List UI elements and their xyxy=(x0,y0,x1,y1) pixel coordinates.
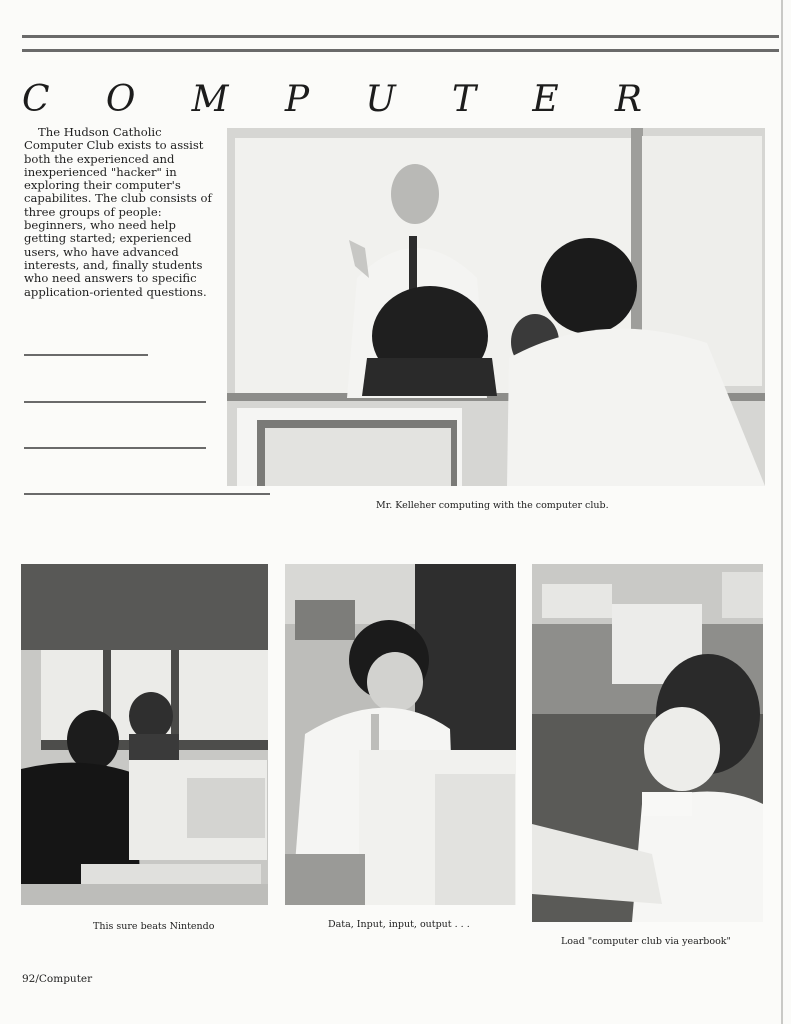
main-photo-caption: Mr. Kelleher computing with the computer club. xyxy=(376,500,609,511)
title-letter: P xyxy=(284,79,310,120)
decorative-rule xyxy=(24,354,148,356)
left-photo-caption: This sure beats Nintendo xyxy=(93,921,215,932)
right-photo-caption: Load "computer club via yearbook" xyxy=(561,936,731,947)
title-letter: O xyxy=(105,79,136,120)
decorative-rule xyxy=(24,401,206,403)
main-photo xyxy=(227,128,765,486)
title-letter: C xyxy=(22,79,50,120)
page-edge xyxy=(781,0,783,1024)
decorative-rule xyxy=(24,447,206,449)
middle-photo-caption: Data, Input, input, output . . . xyxy=(328,919,470,930)
middle-photo xyxy=(285,564,516,905)
left-photo xyxy=(21,564,268,905)
title-letter: R xyxy=(614,79,642,120)
header-rule-top xyxy=(22,35,779,38)
title-letter: M xyxy=(191,79,229,120)
decorative-rule xyxy=(24,493,270,495)
title-letter: T xyxy=(452,79,477,120)
right-photo xyxy=(532,564,763,922)
page-title xyxy=(22,80,642,120)
intro-paragraph: The Hudson Catholic Computer Club exists to assist both the experienced and inexperienced "hacker" in exploring their computer's capabilites. The club consists of three groups of people: beginners, who need help getting started; experienced users, who have advanced interests, and, finally students who need answers to specific application-oriented questions. xyxy=(24,125,212,299)
page-folio: 92/Computer xyxy=(22,973,93,985)
title-letter: U xyxy=(365,79,396,120)
header-rule-bottom xyxy=(22,49,779,52)
title-letter: E xyxy=(532,79,559,120)
